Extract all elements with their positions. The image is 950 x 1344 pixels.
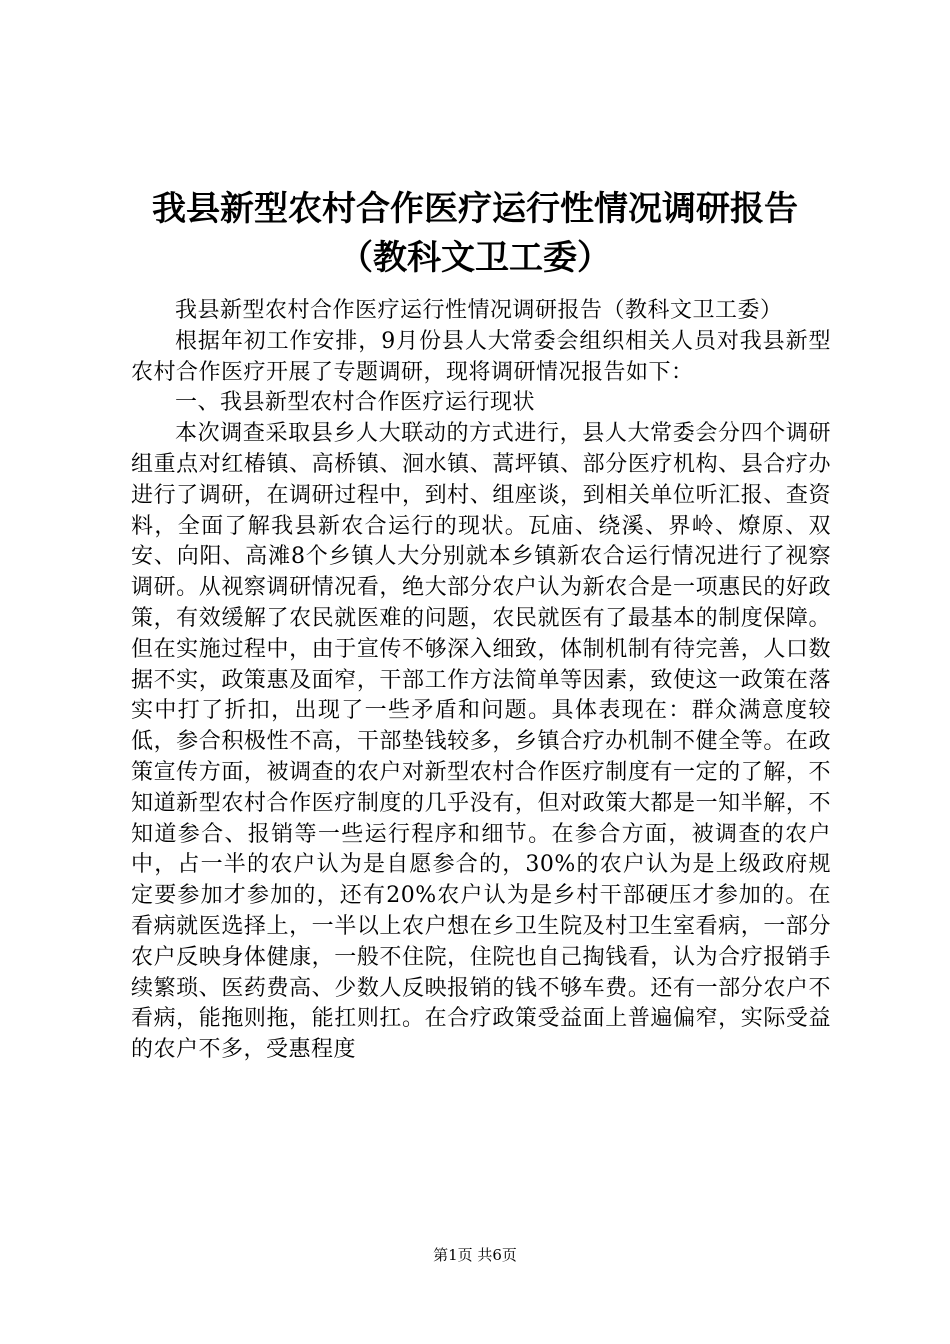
paragraph-intro: 根据年初工作安排，9月份县人大常委会组织相关人员对我县新型农村合作医疗开展了专题调研，现将调研情况报告如下： [131,328,831,385]
page-footer: 第1页 共6页 [433,1246,517,1264]
section-heading: 一、我县新型农村合作医疗运行现状 [175,390,536,416]
document-body [131,296,831,1066]
document-subtitle: （教科文卫工委） [339,238,611,278]
paragraph-main: 本次调查采取县乡人大联动的方式进行，县人大常委会分四个调研组重点对红椿镇、高桥镇、洄水镇、蒿坪镇、部分医疗机构、县合疗办进行了调研，在调研过程中，到村、组座谈，到相关单位听汇报、查资料，全面了解我县新农合运行的现状。瓦庙、绕溪、界岭、燎原、双安、向阳、高滩8个乡镇人大分别就本乡镇新农合运行情况进行了视察调研。从视察调研情况看，绝大部分农户认为新农合是一项惠民的好政策，有效缓解了农民就医难的问题，农民就医有了最基本的制度保障。但在实施过程中，由于宣传不够深入细致，体制机制有待完善，人口数据不实，政策惠及面窄，干部工作方法简单等因素，致使这一政策在落实中打了折扣，出现了一些矛盾和问题。具体表现在：群众满意度较低，参合积极性不高，干部垫钱较多，乡镇合疗办机制不健全等。在政策宣传方面，被调查的农户对新型农村合作医疗制度有一定的了解，不知道新型农村合作医疗制度的几乎没有，但对政策大都是一知半解，不知道参合、报销等一些运行程序和细节。在参合方面，被调查的农户中，占一半的农户认为是自愿参合的，30%的农户认为是上级政府规定要参加才参加的，还有20%农户认为是乡村干部硬压才参加的。在看病就医选择上，一半以上农户想在乡卫生院及村卫生室看病，一部分农户反映身体健康，一般不住院，住院也自己掏钱看，认为合疗报销手续繁琐、医药费高、少数人反映报销的钱不够车费。还有一部分农户不看病，能拖则拖，能扛则扛。在合疗政策受益面上普遍偏窄，实际受益的农户不多，受惠程度 [131,421,831,1063]
document-title: 我县新型农村合作医疗运行性情况调研报告 [152,189,798,229]
paragraph-repeat-title: 我县新型农村合作医疗运行性情况调研报告（教科文卫工委） [175,298,783,323]
